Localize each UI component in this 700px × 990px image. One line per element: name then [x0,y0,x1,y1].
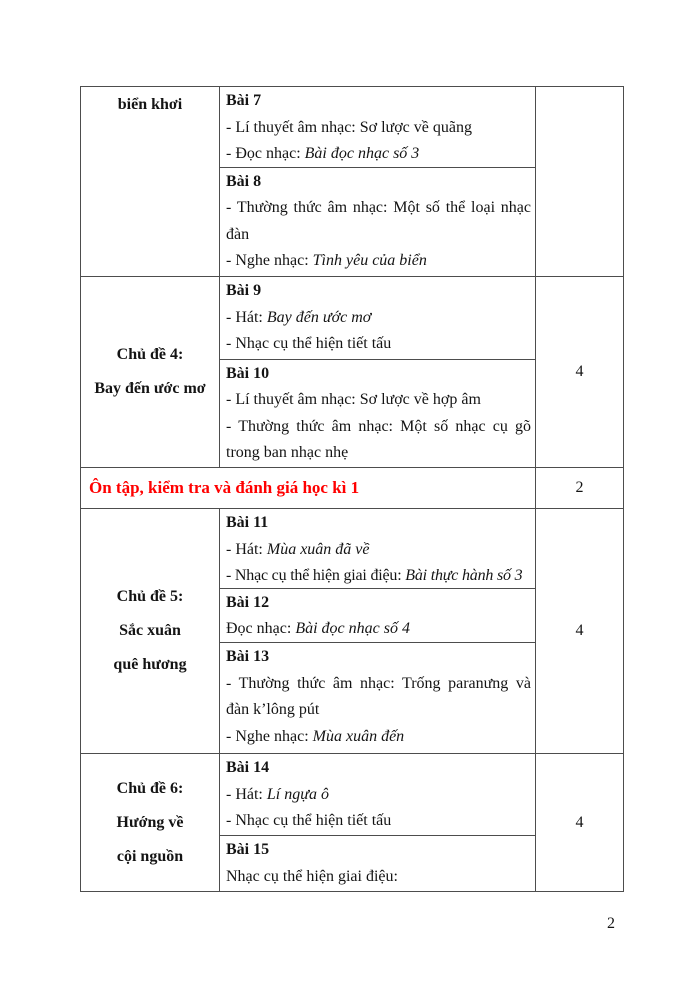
lesson-title: Bài 14 [226,759,270,776]
theme-cell [81,509,220,753]
theme-line: Hướng về [116,813,184,831]
lesson-cell [220,168,535,276]
theme-line: Chủ đề 5: [116,588,184,605]
periods-cell [536,277,623,467]
text-segment: - Lí thuyết âm nhạc: Sơ lược về hợp âm [226,391,481,409]
text-segment: - Lí thuyết âm nhạc: Sơ lược về quãng [226,118,472,136]
lessons-cell [220,754,536,891]
lesson-item [226,537,531,564]
text-segment: - Nghe nhạc: [226,727,313,745]
theme-line: cội nguồn [116,847,184,865]
text-segment: Tình yêu của biển [312,252,427,270]
lesson-item [226,563,531,589]
table-row [81,754,623,891]
lesson-cell [220,360,535,467]
text-segment: - Nhạc cụ thể hiện tiết tấu [226,812,392,829]
text-segment: - Thường thức âm nhạc: Trống paranưng và đàn k’lông pút [226,674,531,719]
summary-cell [81,468,536,508]
page-number: 2 [607,915,615,932]
text-segment: - Nghe nhạc: [226,252,313,270]
lesson-item [226,808,531,835]
lesson-title: Bài 8 [226,172,262,190]
text-segment: Mùa xuân đến [312,727,405,745]
theme-cell [81,754,220,891]
lesson-item [226,671,531,724]
text-segment: Nhạc cụ thể hiện giai điệu: [226,867,398,885]
lesson-title: Bài 15 [226,841,270,858]
text-segment: - Hát: [226,308,267,326]
text-segment: Bài đọc nhạc số 3 [304,145,420,162]
text-segment: - Hát: [226,785,267,803]
table-row [81,87,623,277]
lesson-item [226,864,531,891]
periods-value: 4 [575,363,584,380]
lesson-item [226,414,531,467]
theme-line: quê hương [113,656,187,673]
theme-cell [81,87,220,276]
summary-label: Ôn tập, kiểm tra và đánh giá học kì 1 [89,478,360,497]
theme-cell [81,277,220,467]
text-segment: Bay đến ước mơ [266,308,372,326]
text-segment: Bài thực hành số 3 [405,567,523,584]
lesson-item [226,115,531,142]
text-segment: - Thường thức âm nhạc: Một số thể loại nhạc đàn [226,199,531,243]
lesson-item [226,331,531,358]
lesson-item [226,782,531,809]
lesson-cell [220,754,535,836]
text-segment: - Hát: [226,540,267,558]
table-row [81,277,623,468]
lesson-title: Bài 10 [226,364,270,382]
text-segment: Đọc nhạc: [226,620,296,638]
periods-value: 2 [575,479,584,496]
text-segment: Mùa xuân đã về [266,540,370,558]
lesson-cell [220,643,535,753]
lesson-item [226,195,531,248]
lesson-title: Bài 9 [226,282,262,299]
lesson-title: Bài 12 [226,593,270,611]
text-segment: - Nhạc cụ thể hiện tiết tấu [226,335,392,352]
table-row [81,509,623,754]
table-row [81,468,623,509]
theme-line: Sắc xuân [119,622,181,639]
text-segment: Bài đọc nhạc số 4 [295,620,410,638]
periods-cell [536,468,623,508]
theme-line: Bay đến ước mơ [94,380,206,397]
lesson-item [226,387,531,414]
lesson-item [226,724,531,751]
theme-line: Chủ đề 4: [116,346,184,363]
text-segment: Lí ngựa ô [266,785,329,803]
periods-value: 4 [575,813,584,831]
theme-line: biển khơi [117,96,183,113]
theme-line: Chủ đề 6: [116,779,184,797]
lessons-cell [220,277,536,467]
lesson-title: Bài 7 [226,92,262,109]
text-segment: - Đọc nhạc: [226,145,305,162]
lesson-title: Bài 11 [226,514,269,531]
lesson-item [226,141,531,168]
text-segment: - Nhạc cụ thể hiện giai điệu: [226,567,406,584]
periods-value: 4 [575,622,584,639]
lesson-cell [220,87,535,168]
text-segment: - Thường thức âm nhạc: Một số nhạc cụ gõ trong ban nhạc nhẹ [226,417,531,462]
lesson-title: Bài 13 [226,648,270,666]
lesson-cell [220,836,535,891]
periods-cell [536,509,623,753]
lesson-item [226,248,531,275]
lesson-item [226,616,531,643]
lesson-cell [220,509,535,589]
curriculum-table [80,86,624,892]
periods-cell [536,87,623,276]
lessons-cell [220,87,536,276]
lesson-item [226,305,531,332]
lesson-cell [220,277,535,360]
periods-cell [536,754,623,891]
lessons-cell [220,509,536,753]
lesson-cell [220,589,535,644]
